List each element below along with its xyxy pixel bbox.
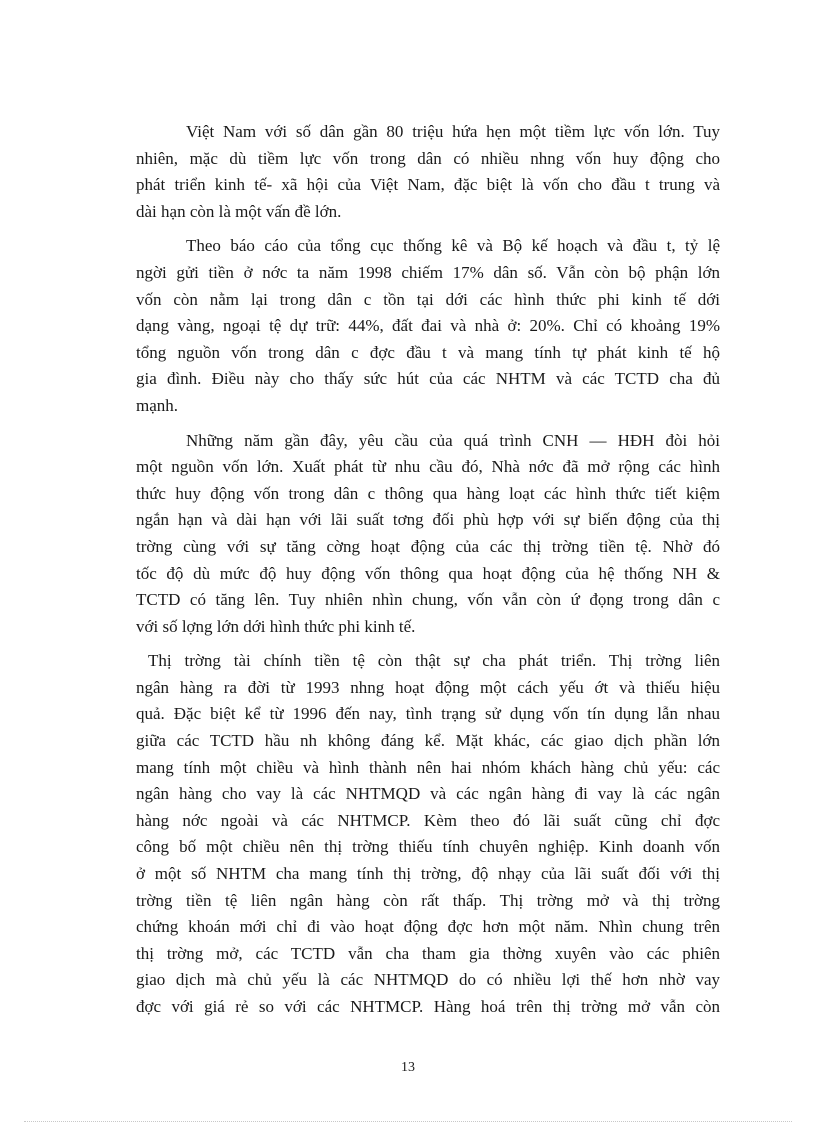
page-number: 13 [401, 1060, 415, 1075]
paragraph-1 [136, 119, 720, 225]
text-line: dạng vàng, ngoại tệ dự trữ: 44%, đất đai và nhà ở: 20%. Chỉ có khoảng 19% [136, 316, 720, 336]
text-line: mang tính một chiều và hình thành nên hai nhóm khách hàng chủ yếu: các [136, 757, 720, 777]
text-line: mạnh. [136, 395, 179, 415]
text-line: ngời gửi tiền ở nớc ta năm 1998 chiếm 17% dân số. Vẫn còn bộ phận lớn [136, 262, 720, 282]
text-line: Việt Nam với số dân gần 80 triệu hứa hẹn một tiềm lực vốn lớn. Tuy [186, 122, 720, 141]
text-line: TCTD có tăng lên. Tuy nhiên nhìn chung, vốn vẫn còn ứ đọng trong dân c [136, 590, 720, 610]
text-line: Những năm gần đây, yêu cầu của quá trình CNH — HĐH đòi hỏi [186, 430, 720, 450]
text-line: ngân hàng cho vay là các NHTMQD và các ngân hàng đi vay là các ngân [136, 784, 720, 804]
paragraph-3 [136, 428, 720, 641]
text-line: gia đình. Điều này cho thấy sức hút của các NHTM và các TCTD cha đủ [136, 369, 720, 389]
text-line: Theo báo cáo của tổng cục thống kê và Bộ kế hoạch và đầu t, tỷ lệ [186, 236, 720, 256]
text-line: phát triển kinh tế- xã hội của Việt Nam, đặc biệt là vốn cho đầu t trung và [136, 175, 720, 195]
text-line: hàng nớc ngoài và các NHTMCP. Kèm theo đó lãi suất cũng chỉ đợc [136, 810, 720, 830]
text-line: thị trờng mở, các TCTD vẫn cha tham gia thờng xuyên vào các phiên [136, 943, 720, 963]
text-line: giao dịch mà chủ yếu là các NHTMQD do có nhiều lợi thế hơn nhờ vay [136, 970, 720, 990]
paragraph-4 [136, 648, 720, 1020]
text-line: trờng cùng với sự tăng cờng hoạt động của các thị trờng tiền tệ. Nhờ đó [136, 536, 720, 556]
text-line: ở một số NHTM cha mang tính thị trờng, độ nhạy của lãi suất đối với thị [136, 864, 720, 884]
text-line: vốn còn nằm lại trong dân c tồn tại dới các hình thức phi kinh tế dới [136, 289, 720, 309]
text-line: quả. Đặc biệt kể từ 1996 đến nay, tình trạng sử dụng vốn tín dụng lẫn nhau [136, 704, 720, 724]
text-line: đợc với giá rẻ so với các NHTMCP. Hàng hoá trên thị trờng mở vẫn còn [136, 997, 720, 1016]
text-line: công bố một chiều nên thị trờng thiếu tính chuyên nghiệp. Kinh doanh vốn [136, 837, 720, 857]
text-line: ngắn hạn và dài hạn với lãi suất tơng đối phù hợp với sự biến động của thị [136, 510, 720, 530]
text-line: ngân hàng ra đời từ 1993 nhng hoạt động một cách yếu ớt và thiếu hiệu [136, 677, 720, 697]
text-line: chứng khoán mới chỉ đi vào hoạt động đợc hơn một năm. Nhìn chung trên [136, 917, 720, 937]
page-bottom-divider [24, 1121, 792, 1122]
paragraph-2 [136, 233, 720, 419]
text-line: với số lợng lớn dới hình thức phi kinh tế. [136, 616, 416, 636]
text-line: Thị trờng tài chính tiền tệ còn thật sự cha phát triển. Thị trờng liên [148, 651, 720, 671]
text-line: một nguồn vốn lớn. Xuất phát từ nhu cầu đó, Nhà nớc đã mở rộng các hình [136, 457, 720, 477]
text-line: tốc độ dù mức độ huy động vốn thông qua hoạt động của hệ thống NH & [136, 563, 720, 583]
document-body [136, 119, 720, 1029]
text-line: tổng nguồn vốn trong dân c đợc đầu t và mang tính tự phát kinh tế hộ [136, 342, 720, 362]
text-line: nhiên, mặc dù tiềm lực vốn trong dân có nhiều nhng vốn huy động cho [136, 148, 720, 168]
text-line: thức huy động vốn trong dân c thông qua hàng loạt các hình thức tiết kiệm [136, 483, 720, 503]
text-line: dài hạn còn là một vấn đề lớn. [136, 201, 342, 221]
text-line: trờng tiền tệ liên ngân hàng còn rất thấp. Thị trờng mở và thị trờng [136, 890, 720, 910]
text-line: giữa các TCTD hầu nh không đáng kể. Mặt khác, các giao dịch phần lớn [136, 731, 720, 751]
